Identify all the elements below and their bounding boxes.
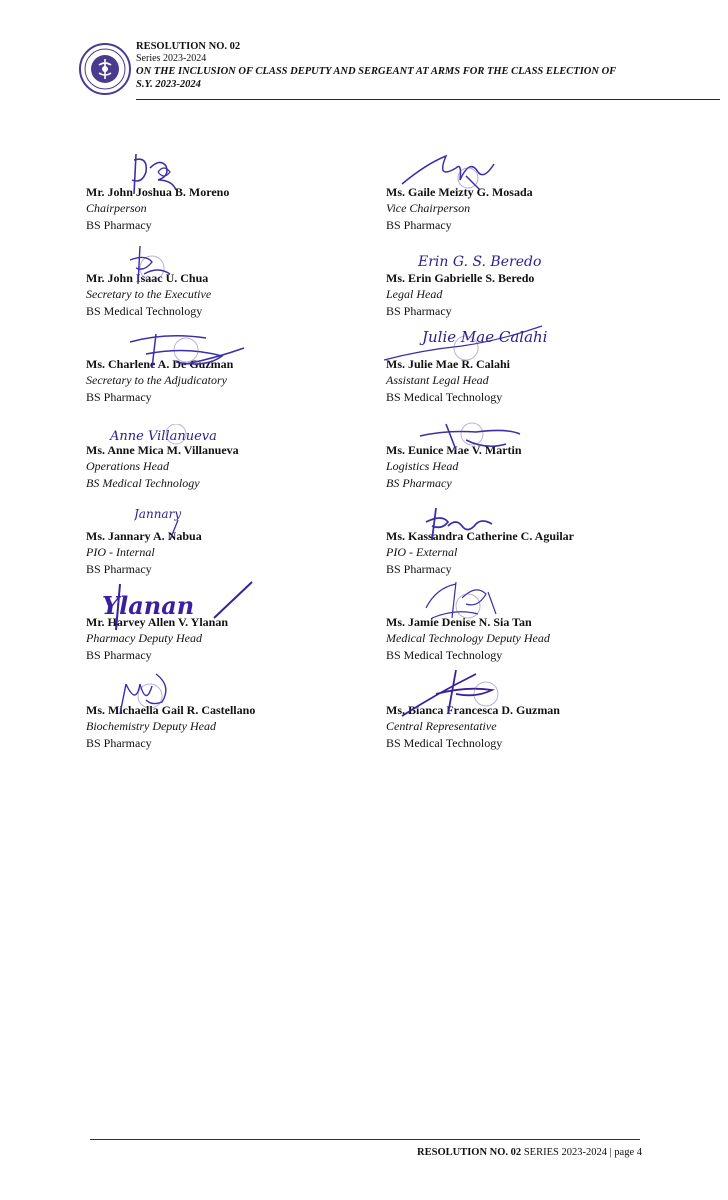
signature-text: Anne Villanueva [110, 429, 217, 444]
signatory-name: Ms. Jamie Denise N. Sia Tan [386, 615, 532, 629]
signatory-program: BS Pharmacy [86, 648, 152, 662]
signatory-name: Ms. Anne Mica M. Villanueva [86, 443, 239, 457]
signatory-block [386, 528, 686, 578]
signatory-name: Mr. Harvey Allen V. Ylanan [86, 615, 229, 629]
signatory-program: BS Pharmacy [86, 736, 152, 750]
footer-series-page: SERIES 2023-2024 | page 4 [521, 1147, 642, 1158]
signatory-position: Secretary to the Executive [86, 287, 212, 301]
signatory-name: Ms. Gaile Meizty G. Mosada [386, 185, 533, 199]
signatory-block [86, 270, 386, 320]
signature-text: Ylanan [102, 591, 195, 620]
signatory-block [86, 429, 386, 492]
signatory-name: Ms. Erin Gabrielle S. Beredo [386, 271, 535, 285]
signatory-block [386, 328, 686, 406]
signatory-program: BS Medical Technology [386, 390, 503, 404]
resolution-subject-line-1: ON THE INCLUSION OF CLASS DEPUTY AND SERGEANT AT ARMS FOR THE CLASS ELECTION OF [136, 66, 617, 77]
signatory-name: Ms. Bianca Francesca D. Guzman [386, 703, 560, 717]
signatory-block [86, 702, 386, 752]
signatory-name: Mr. John Isaac U. Chua [86, 271, 209, 285]
signatory-program: BS Medical Technology [86, 304, 203, 318]
signatory-name: Ms. Kassandra Catherine C. Aguilar [386, 529, 575, 543]
signature-text: Jannary [134, 507, 182, 521]
signatory-program: BS Medical Technology [86, 476, 200, 490]
signatory-program: BS Pharmacy [86, 218, 152, 232]
signatory-block [86, 591, 386, 664]
signatory-block [86, 356, 386, 406]
signatory-position: Legal Head [386, 287, 443, 301]
signatory-position: Central Representative [386, 719, 497, 733]
signatory-program: BS Medical Technology [386, 648, 503, 662]
council-seal-logo [78, 42, 132, 96]
signatory-name: Mr. John Joshua B. Moreno [86, 185, 230, 199]
signatory-block [386, 184, 686, 234]
signatory-position: Pharmacy Deputy Head [86, 631, 202, 645]
signatory-position: Vice Chairperson [386, 201, 471, 215]
signatory-name: Ms. Eunice Mae V. Martin [386, 443, 522, 457]
signatory-position: Chairperson [86, 201, 147, 215]
resolution-subject-line-2: S.Y. 2023-2024 [136, 79, 201, 90]
signatory-program: BS Medical Technology [386, 736, 503, 750]
signatory-name: Ms. Jannary A. Nabua [86, 529, 202, 543]
signatory-position: PIO - Internal [86, 545, 155, 559]
signatory-position: Logistics Head [386, 459, 459, 473]
signatory-name: Ms. Julie Mae R. Calahi [386, 357, 510, 371]
footer-resolution: RESOLUTION NO. 02 [417, 1147, 522, 1158]
signatory-block [386, 442, 686, 492]
signatory-block [386, 254, 686, 320]
signatory-program: BS Pharmacy [386, 218, 452, 232]
footer-divider [90, 1139, 640, 1140]
resolution-title: RESOLUTION NO. 02 [136, 41, 241, 52]
signatory-program: BS Pharmacy [386, 562, 452, 576]
signatory-program: BS Pharmacy [86, 390, 152, 404]
page-footer [417, 1146, 642, 1160]
signatory-position: Medical Technology Deputy Head [386, 631, 550, 645]
signatory-block [86, 507, 386, 578]
signatory-position: Secretary to the Adjudicatory [86, 373, 227, 387]
signatory-program: BS Pharmacy [86, 562, 152, 576]
signature-text: Julie Mae Calahi [422, 328, 548, 346]
signatory-block [386, 614, 686, 664]
signatory-block [386, 702, 686, 752]
signatory-position: Biochemistry Deputy Head [86, 719, 216, 733]
signatory-position: PIO - External [386, 545, 458, 559]
signatory-position: Assistant Legal Head [386, 373, 489, 387]
resolution-series: Series 2023-2024 [136, 53, 207, 64]
signatory-program: BS Pharmacy [386, 304, 452, 318]
document-header [78, 36, 698, 100]
signatory-position: Operations Head [86, 459, 169, 473]
signature-text: Erin G. S. Beredo [418, 254, 542, 270]
signatory-program: BS Pharmacy [386, 476, 452, 490]
signatory-name: Ms. Michaella Gail R. Castellano [86, 703, 256, 717]
header-divider [136, 99, 720, 100]
signatory-block [86, 184, 386, 234]
signatory-name: Ms. Charlene A. De Guzman [86, 357, 234, 371]
